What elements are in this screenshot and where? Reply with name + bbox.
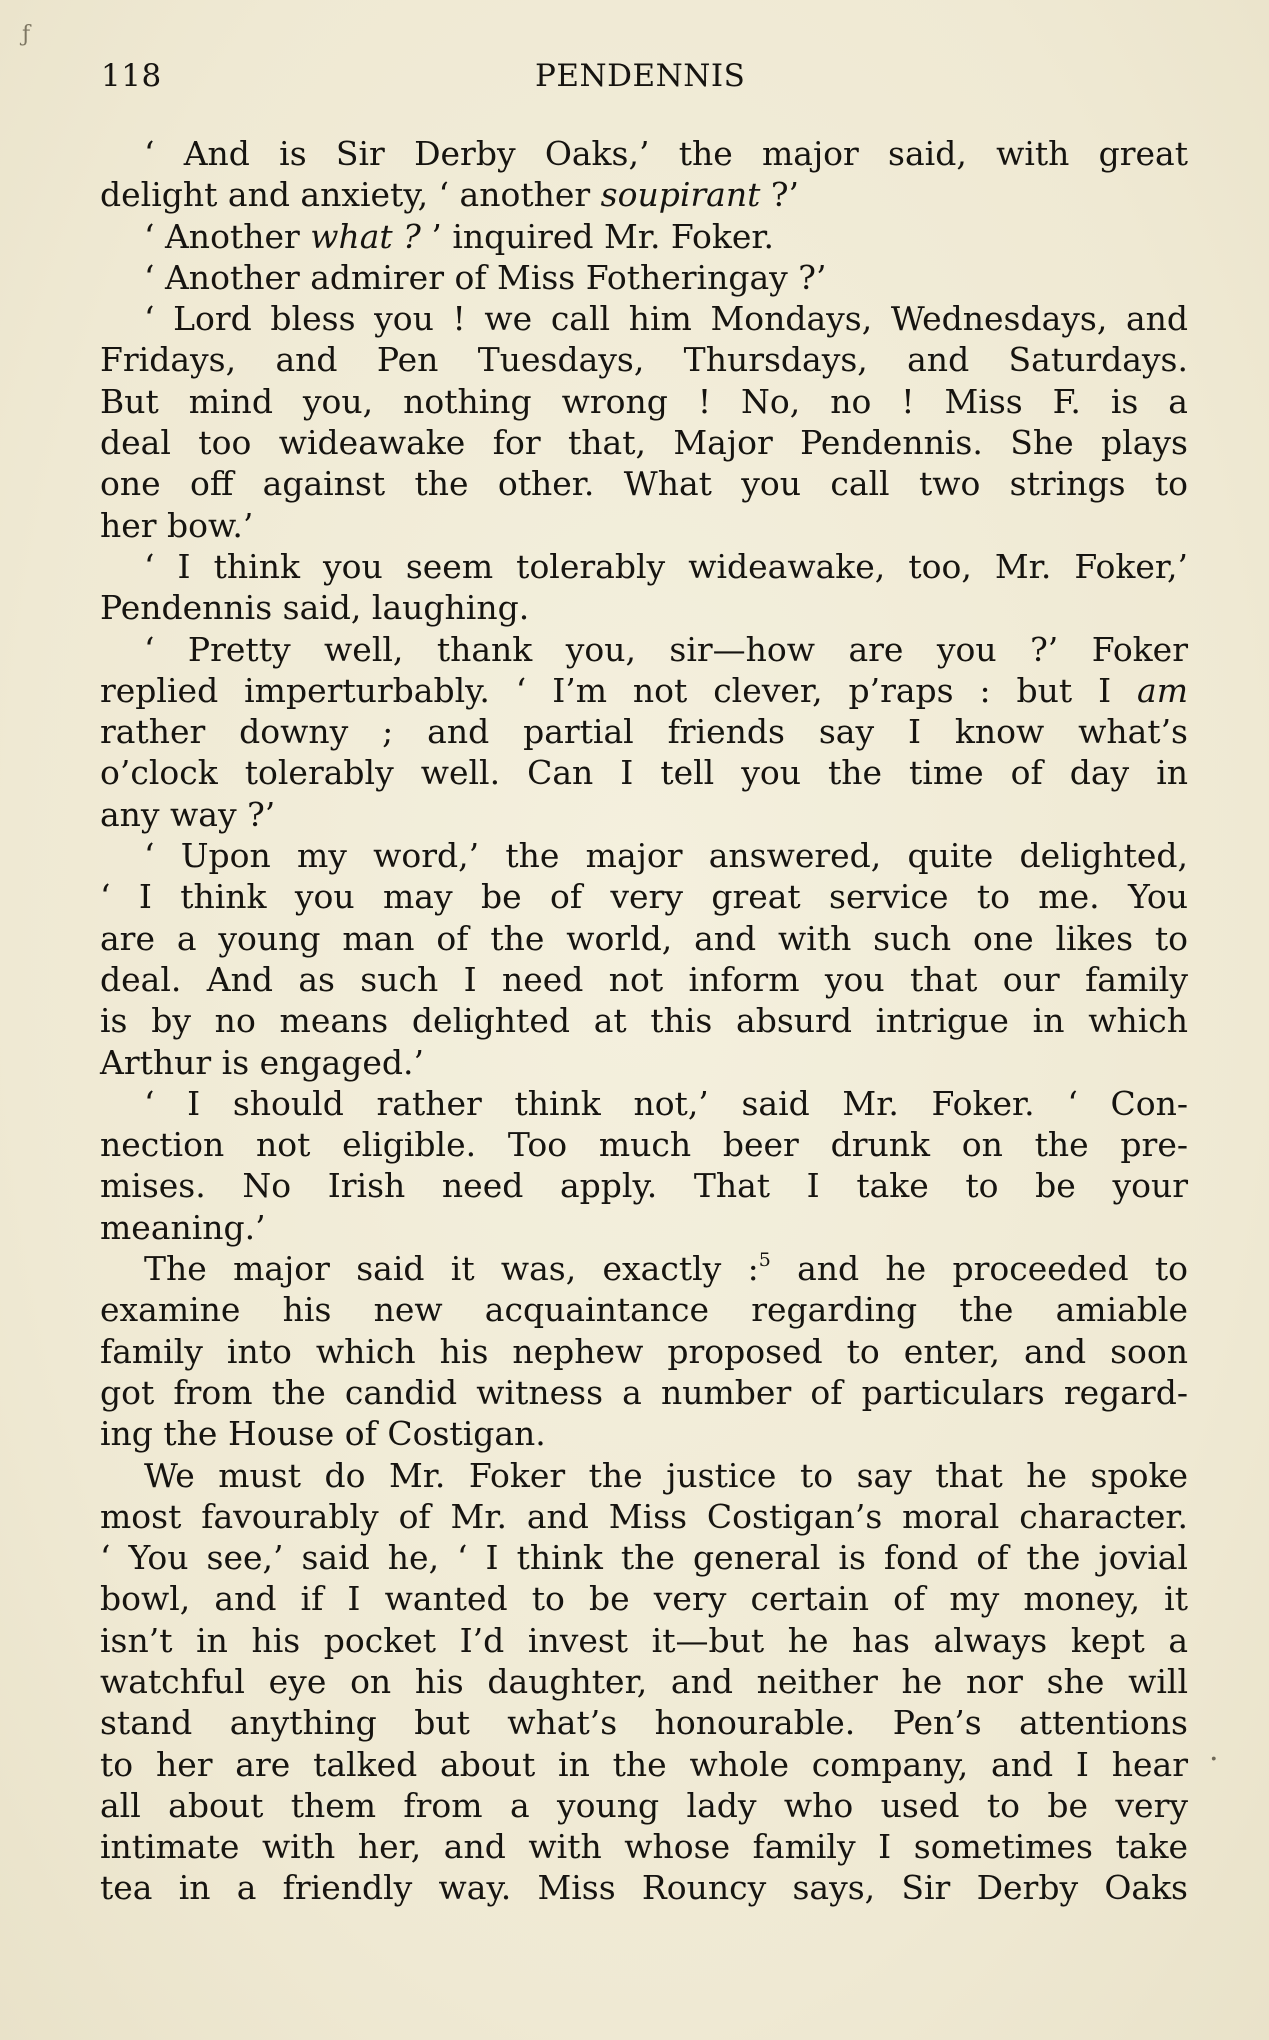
text-line <box>100 876 1188 917</box>
text-line <box>100 1372 1188 1413</box>
text-run: delight and anxiety, ‘ another <box>100 175 601 215</box>
text-line <box>100 1207 1188 1248</box>
text-line <box>100 1331 1188 1372</box>
text-line <box>100 1785 1188 1826</box>
text-line <box>100 959 1188 1000</box>
page-number: 118 <box>101 58 162 94</box>
text-run: ing the House of Costigan. <box>100 1414 546 1454</box>
text-line <box>100 133 1188 174</box>
text-run: and he proceeded to <box>770 1249 1188 1289</box>
text-line <box>100 752 1188 793</box>
text-run: got from the candid witness a number of particulars regard- <box>100 1372 1188 1412</box>
text-run: deal too wideawake for that, Major Pendennis. She plays <box>100 423 1188 463</box>
running-header <box>101 58 1191 102</box>
text-run: stand anything but what’s honourable. Pen’s attentions <box>100 1703 1188 1743</box>
text-line <box>100 1124 1188 1165</box>
text-run: ‘ I think you seem tolerably wideawake, too, Mr. Foker,’ <box>144 546 1188 586</box>
text-run: We must do Mr. Foker the justice to say that he spoke <box>144 1455 1188 1495</box>
text-line <box>100 1000 1188 1041</box>
text-run: ‘ You see,’ said he, ‘ I think the general is fond of the jovial <box>100 1538 1188 1578</box>
text-run: are a young man of the world, and with such one likes to <box>100 918 1188 958</box>
italic-text: soupirant <box>600 175 761 215</box>
text-line <box>100 422 1188 463</box>
text-line <box>100 463 1188 504</box>
text-line <box>100 1620 1188 1661</box>
margin-ink-dot: . <box>1209 1733 1219 1768</box>
text-run: ’ inquired Mr. Foker. <box>420 216 775 256</box>
text-run: Arthur is engaged.’ <box>100 1042 424 1082</box>
text-line <box>100 1165 1188 1206</box>
text-run: deal. And as such I need not inform you that our family <box>100 959 1188 999</box>
text-line <box>100 216 1188 257</box>
text-run: bowl, and if I wanted to be very certain of my money, it <box>100 1579 1188 1619</box>
italic-text: what ? <box>310 216 421 256</box>
text-run: Pendennis said, laughing. <box>100 588 530 628</box>
text-run: Fridays, and Pen Tuesdays, Thursdays, and Saturdays. <box>100 340 1188 380</box>
text-run: meaning.’ <box>100 1207 266 1247</box>
text-run: ‘ And is Sir Derby Oaks,’ the major said, with great <box>144 134 1188 173</box>
text-line <box>100 546 1188 587</box>
text-run: her bow.’ <box>100 505 254 545</box>
text-line <box>100 711 1188 752</box>
text-line <box>100 1083 1188 1124</box>
text-line <box>100 1496 1188 1537</box>
text-line <box>100 835 1188 876</box>
text-line <box>100 1867 1188 1908</box>
italic-text: am <box>1137 670 1188 710</box>
text-line <box>100 1661 1188 1702</box>
text-line <box>100 339 1188 380</box>
text-run: ‘ Pretty well, thank you, sir—how are you ?’ Foker <box>144 629 1188 669</box>
body-text <box>100 133 1188 1909</box>
text-line <box>100 587 1188 628</box>
text-line <box>100 629 1188 670</box>
text-run: ?’ <box>760 175 800 215</box>
text-line <box>100 1826 1188 1867</box>
text-run: isn’t in his pocket I’d invest it—but he has always kept a <box>100 1620 1188 1660</box>
text-line <box>100 1744 1188 1785</box>
text-line <box>100 1537 1188 1578</box>
text-line <box>100 1042 1188 1083</box>
text-run: one off against the other. What you call two strings to <box>100 464 1188 504</box>
stray-ink-mark: ƒ <box>22 22 31 47</box>
text-run: family into which his nephew proposed to enter, and soon <box>100 1331 1188 1371</box>
text-line <box>100 1455 1188 1496</box>
text-run: ‘ I think you may be of very great service to me. You <box>100 877 1188 917</box>
text-line <box>100 1702 1188 1743</box>
running-title: PENDENNIS <box>535 58 746 94</box>
text-line <box>100 1289 1188 1330</box>
text-line <box>100 298 1188 339</box>
text-run: rather downy ; and partial friends say I know what’s <box>100 712 1188 752</box>
text-line <box>100 1578 1188 1619</box>
text-run: ‘ Upon my word,’ the major answered, quite delighted, <box>144 836 1188 876</box>
text-run: most favourably of Mr. and Miss Costigan’s moral character. <box>100 1496 1188 1536</box>
text-line <box>100 1413 1188 1454</box>
text-run: The major said it was, exactly : <box>144 1249 759 1289</box>
text-run: to her are talked about in the whole company, and I hear <box>100 1744 1188 1784</box>
text-line <box>100 1248 1188 1289</box>
text-run: watchful eye on his daughter, and neither he nor she will <box>100 1661 1188 1701</box>
text-run: o’clock tolerably well. Can I tell you the time of day in <box>100 753 1188 793</box>
text-run: ‘ Another <box>144 216 311 256</box>
text-line <box>100 794 1188 835</box>
text-line <box>100 670 1188 711</box>
text-line <box>100 174 1188 215</box>
text-run: examine his new acquaintance regarding the amiable <box>100 1290 1188 1330</box>
text-run: any way ?’ <box>100 794 276 834</box>
text-line <box>100 257 1188 298</box>
text-run: is by no means delighted at this absurd intrigue in which <box>100 1001 1188 1041</box>
text-run: all about them from a young lady who used to be very <box>100 1785 1188 1825</box>
text-run: nection not eligible. Too much beer drunk on the pre- <box>100 1125 1188 1165</box>
text-run: ‘ Another admirer of Miss Fotheringay ?’ <box>144 257 827 297</box>
text-run: ‘ I should rather think not,’ said Mr. Foker. ‘ Con- <box>144 1083 1188 1123</box>
text-run: mises. No Irish need apply. That I take to be your <box>100 1166 1188 1206</box>
text-line <box>100 918 1188 959</box>
text-run: tea in a friendly way. Miss Rouncy says, Sir Derby Oaks <box>100 1868 1188 1908</box>
text-run: But mind you, nothing wrong ! No, no ! Miss F. is a <box>100 381 1188 421</box>
footnote-marker: 5 <box>758 1249 771 1272</box>
text-run: replied imperturbably. ‘ I’m not clever, p’raps : but I <box>100 670 1138 710</box>
text-run: intimate with her, and with whose family I sometimes take <box>100 1827 1188 1867</box>
text-run: ‘ Lord bless you ! we call him Mondays, Wednesdays, and <box>144 299 1188 339</box>
text-line <box>100 505 1188 546</box>
text-line <box>100 381 1188 422</box>
